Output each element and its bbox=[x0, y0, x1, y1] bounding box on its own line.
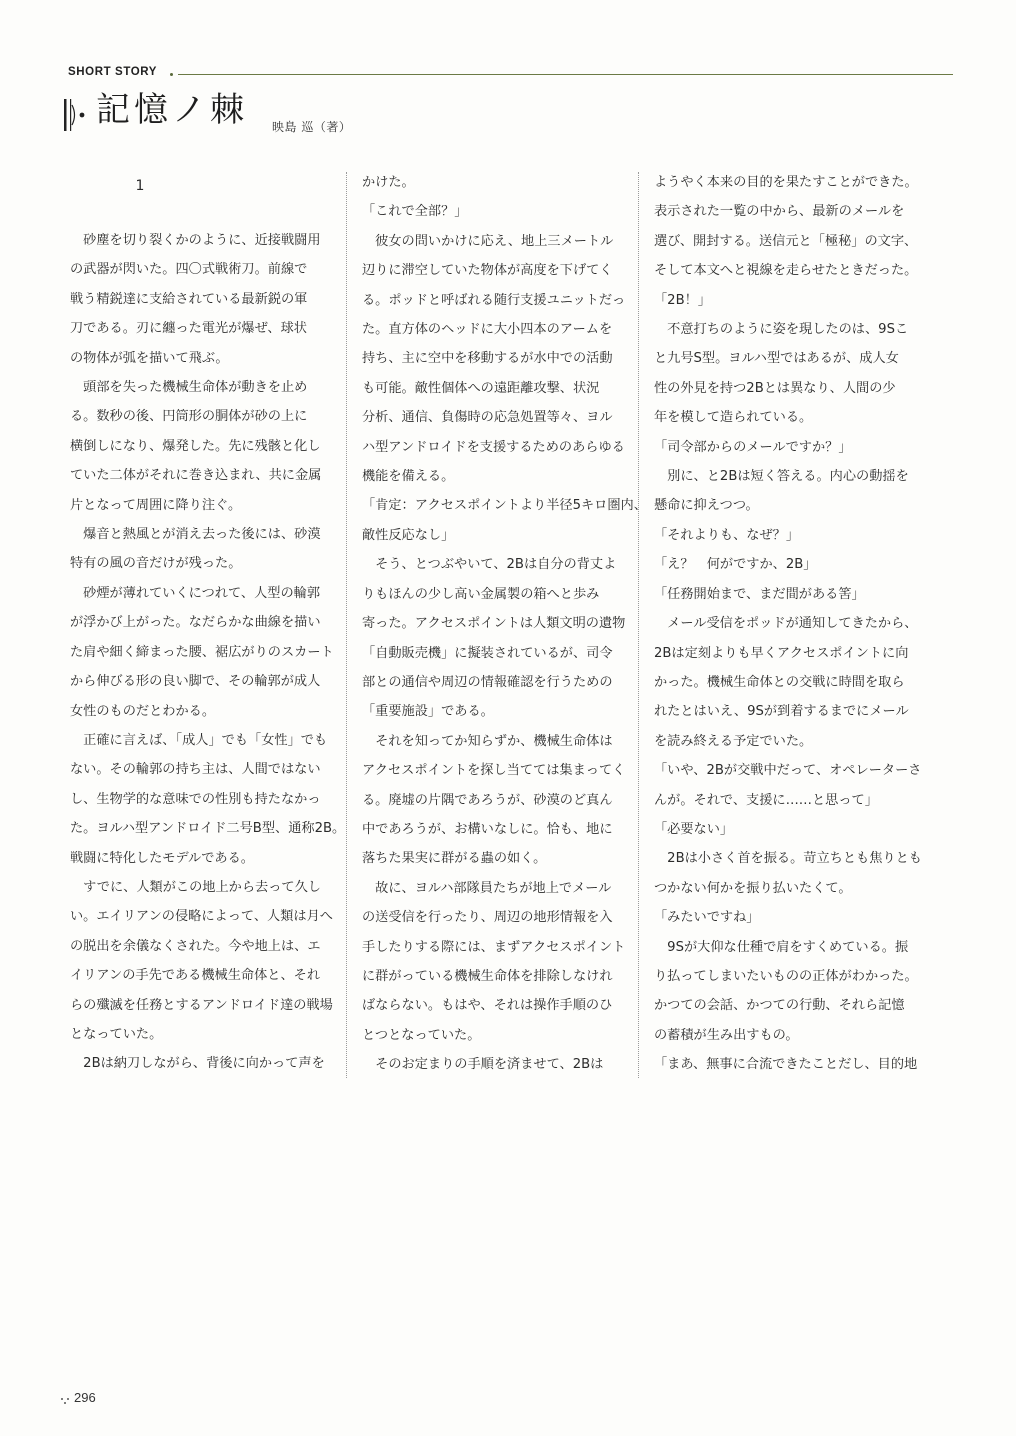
text-line: かった。機械生命体との交戦に時間を取ら bbox=[654, 674, 905, 690]
text-line: 砂塵を切り裂くかのように、近接戦闘用 bbox=[70, 233, 321, 248]
text-line: 中であろうが、お構いなしに。恰も、地に bbox=[362, 821, 613, 837]
text-line: が浮かび上がった。なだらかな曲線を描い bbox=[70, 615, 321, 631]
text-line: そして本文へと視線を走らせたときだった。 bbox=[654, 263, 918, 279]
text-line: 頭部を失った機械生命体が動きを止め bbox=[70, 380, 308, 396]
text-line: 落ちた果実に群がる蟲の如く。 bbox=[362, 851, 547, 867]
text-line: アクセスポイントを探し当てては集まってく bbox=[362, 763, 626, 779]
text-line: んが。それで、支援に……と思って」 bbox=[654, 792, 878, 808]
text-line: 戦闘に特化したモデルである。 bbox=[70, 850, 254, 866]
text-line: ていた二体がそれに巻き込まれ、共に金属 bbox=[70, 468, 322, 484]
text-line: 正確に言えば、「成人」でも「女性」でも bbox=[70, 732, 328, 748]
text-line: の蓄積が生み出すもの。 bbox=[654, 1027, 799, 1043]
text-line: 刀である。刃に纏った電光が爆ぜ、球状 bbox=[70, 321, 307, 337]
text-line: た。ヨルハ型アンドロイド二号B型、通称2B。 bbox=[70, 821, 346, 837]
text-line: かけた。 bbox=[362, 175, 415, 190]
text-line: 「いや、2Bが交戦中だって、オペレーターさ bbox=[654, 763, 922, 779]
text-line: れたとはいえ、9Sが到着するまでにメール bbox=[654, 704, 909, 720]
text-line: 性の外見を持つ2Bとは異なり、人間の少 bbox=[654, 380, 896, 396]
text-line: 砂煙が薄れていくにつれて、人型の輪郭 bbox=[70, 585, 321, 601]
text-line: 片となって周囲に降り注ぐ。 bbox=[70, 497, 242, 513]
text-line: 「2B！」 bbox=[654, 292, 711, 308]
text-line: ばならない。もはや、それは操作手順のひ bbox=[362, 998, 613, 1014]
text-line: ようやく本来の目的を果たすことができた。 bbox=[654, 175, 918, 190]
text-line: 機能を備える。 bbox=[362, 469, 455, 485]
section-label: SHORT STORY bbox=[68, 66, 158, 78]
column-body bbox=[654, 168, 926, 1080]
text-line: る。廃墟の片隅であろうが、砂漠のど真ん bbox=[362, 792, 613, 808]
text-line: 9Sが大仰な仕種で肩をすくめている。振 bbox=[654, 939, 909, 955]
text-line: 選び、開封する。送信元と「極秘」の文字、 bbox=[654, 233, 918, 249]
text-column-1 bbox=[70, 168, 346, 1079]
text-line: 不意打ちのように姿を現したのは、9Sこ bbox=[654, 322, 909, 338]
text-line: りもほんの少し高い金属製の箱へと歩み bbox=[362, 586, 600, 602]
text-line: 特有の風の音だけが残った。 bbox=[70, 556, 242, 572]
text-line: の物体が弧を描いて飛ぶ。 bbox=[70, 350, 229, 366]
section-dot bbox=[170, 73, 173, 76]
text-line: ない。その輪郭の持ち主は、人間ではない bbox=[70, 762, 321, 778]
text-line: 「これで全部？」 bbox=[362, 204, 468, 220]
text-line: も可能。敵性個体への遠距離攻撃、状況 bbox=[362, 380, 600, 396]
text-line: と九号S型。ヨルハ型ではあるが、成人女 bbox=[654, 351, 899, 367]
chapter-number: 1 bbox=[135, 178, 145, 194]
text-line: 敵性反応なし」 bbox=[362, 527, 455, 543]
text-line: 横倒しになり、爆発した。先に残骸と化し bbox=[70, 438, 321, 454]
text-line: の送受信を行ったり、周辺の地形情報を入 bbox=[362, 910, 613, 926]
text-line: それを知ってか知らずか、機械生命体は bbox=[362, 733, 613, 749]
text-line: 年を模して造られている。 bbox=[654, 410, 813, 426]
text-line: る。数秒の後、円筒形の胴体が砂の上に bbox=[70, 409, 308, 425]
text-line: 「任務開始まで、まだ間がある筈」 bbox=[654, 586, 865, 602]
text-line: 故に、ヨルハ部隊員たちが地上でメール bbox=[362, 880, 612, 896]
text-line: イリアンの手先である機械生命体と、それ bbox=[70, 968, 321, 984]
text-line: 「え？ 何がですか、2B」 bbox=[654, 557, 817, 573]
text-line: らの殲滅を任務とするアンドロイド達の戦場 bbox=[70, 997, 333, 1013]
folio-ornament-icon bbox=[60, 1396, 70, 1406]
text-column-2 bbox=[362, 168, 647, 1080]
text-line: 懸命に抑えつつ。 bbox=[654, 498, 759, 514]
text-line: そのお定まりの手順を済ませて、2Bは bbox=[362, 1057, 604, 1073]
text-line: 彼女の問いかけに応え、地上三メートル bbox=[362, 233, 614, 249]
text-line: 爆音と熱風とが消え去った後には、砂漠 bbox=[70, 527, 321, 543]
text-line: とつとなっていた。 bbox=[362, 1027, 481, 1043]
text-line: 「みたいですね」 bbox=[654, 910, 760, 926]
text-line: り払ってしまいたいものの正体がわかった。 bbox=[654, 968, 918, 984]
text-line: た。直方体のヘッドに大小四本のアームを bbox=[362, 322, 613, 338]
text-line: 別に、と2Bは短く答える。内心の動揺を bbox=[654, 469, 909, 485]
text-line: 2Bは納刀しながら、背後に向かって声を bbox=[70, 1056, 325, 1072]
text-line: る。ポッドと呼ばれる随行支援ユニットだっ bbox=[362, 292, 626, 308]
text-line: を読み終える予定でいた。 bbox=[654, 733, 813, 749]
text-line: い。エイリアンの侵略によって、人類は月へ bbox=[70, 909, 333, 925]
text-line: し、生物学的な意味での性別も持たなかっ bbox=[70, 791, 321, 807]
text-line: 「必要ない」 bbox=[654, 821, 734, 837]
text-line: 辺りに滞空していた物体が高度を下げてく bbox=[362, 263, 613, 279]
text-line: から伸びる形の良い脚で、その輪郭が成人 bbox=[70, 674, 321, 690]
column-body bbox=[362, 168, 647, 1080]
text-line: つかない何かを振り払いたくて。 bbox=[654, 880, 852, 896]
text-line: 持ち、主に空中を移動するが水中での活動 bbox=[362, 351, 613, 367]
text-line: 手したりする際には、まずアクセスポイント bbox=[362, 939, 626, 955]
story-title: 記憶ノ棘 bbox=[96, 90, 248, 130]
text-line: 「肯定：アクセスポイントより半径5キロ圏内、 bbox=[362, 498, 647, 514]
text-line: 「自動販売機」に擬装されているが、司令 bbox=[362, 645, 613, 661]
section-rule bbox=[178, 74, 953, 75]
text-line: ハ型アンドロイドを支援するためのあらゆる bbox=[362, 439, 625, 455]
text-line: 「司令部からのメールですか？」 bbox=[654, 439, 852, 455]
text-column-3 bbox=[654, 168, 926, 1080]
text-line: に群がっている機械生命体を排除しなけれ bbox=[362, 968, 613, 984]
text-line: た肩や細く締まった腰、裾広がりのスカート bbox=[70, 644, 334, 660]
text-line: かつての会話、かつての行動、それら記憶 bbox=[654, 998, 905, 1014]
text-line: 戦う精鋭達に支給されている最新鋭の軍 bbox=[70, 291, 308, 307]
text-line: の武器が閃いた。四〇式戦術刀。前線で bbox=[70, 262, 308, 278]
text-line: 寄った。アクセスポイントは人類文明の遺物 bbox=[362, 616, 626, 632]
text-line: 部との通信や周辺の情報確認を行うための bbox=[362, 674, 613, 690]
text-line: 表示された一覧の中から、最新のメールを bbox=[654, 204, 905, 220]
title-ornament-icon bbox=[62, 97, 88, 133]
text-line: 「重要施設」である。 bbox=[362, 704, 494, 720]
text-line: そう、とつぶやいて、2Bは自分の背丈よ bbox=[362, 557, 617, 573]
column-divider bbox=[638, 172, 639, 1078]
text-line: 「まあ、無事に合流できたことだし、目的地 bbox=[654, 1057, 918, 1073]
text-line: 2Bは小さく首を振る。苛立ちとも焦りとも bbox=[654, 851, 922, 867]
author-credit: 映島 巡（著） bbox=[272, 120, 352, 134]
text-line: メール受信をポッドが通知してきたから、 bbox=[654, 616, 918, 632]
text-line: の脱出を余儀なくされた。今や地上は、エ bbox=[70, 938, 321, 954]
column-divider bbox=[346, 172, 347, 1078]
text-line: 2Bは定刻よりも早くアクセスポイントに向 bbox=[654, 645, 909, 661]
text-line: 分析、通信、負傷時の応急処置等々、ヨル bbox=[362, 410, 613, 426]
page-number: 296 bbox=[74, 1390, 96, 1405]
column-body bbox=[70, 226, 346, 1079]
text-line: 「それよりも、なぜ？」 bbox=[654, 527, 800, 543]
text-line: すでに、人類がこの地上から去って久し bbox=[70, 879, 321, 895]
text-line: となっていた。 bbox=[70, 1026, 163, 1042]
text-line: 女性のものだとわかる。 bbox=[70, 703, 216, 719]
